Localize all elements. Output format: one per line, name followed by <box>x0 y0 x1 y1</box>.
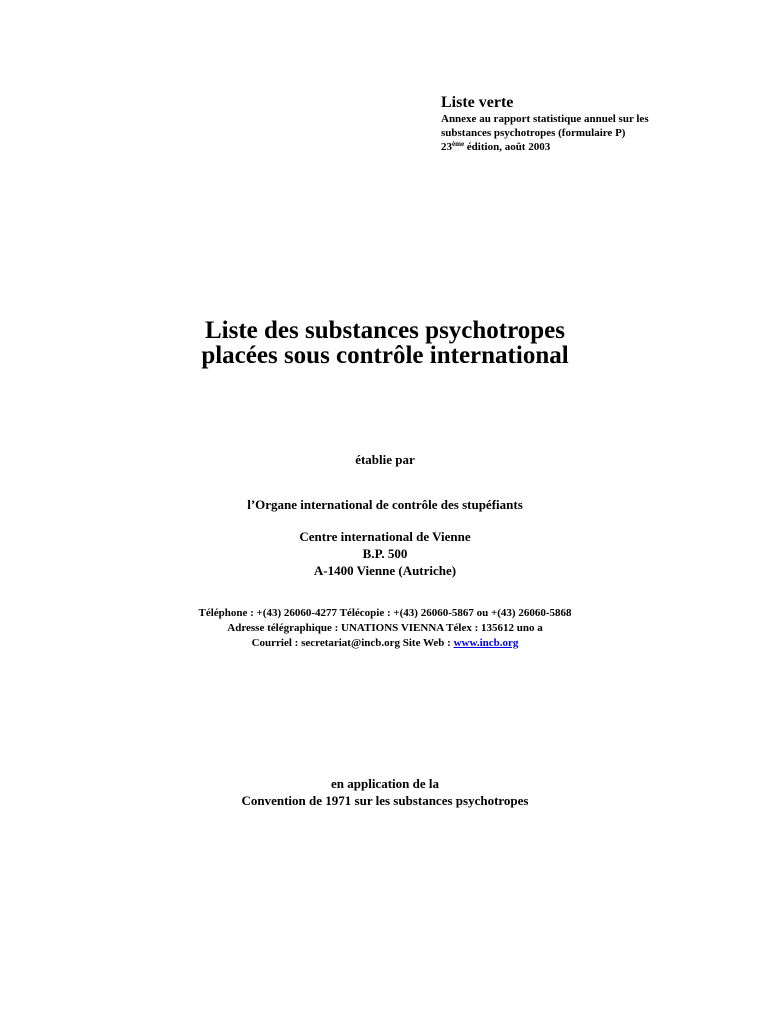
website-link[interactable]: www.incb.org <box>453 637 519 649</box>
header-subtitle-line-1: Annexe au rapport statistique annuel sur les <box>441 113 649 125</box>
email-web-line <box>0 636 770 651</box>
edition-text: édition, août 2003 <box>464 141 551 153</box>
telegraph-telex-line: Adresse télégraphique : UNATIONS VIENNA Télex : 135612 uno a <box>227 622 543 634</box>
address-line-2: B.P. 500 <box>362 546 408 561</box>
contact-block <box>0 606 770 651</box>
convention-block <box>0 775 770 809</box>
address-block <box>0 528 770 579</box>
established-by: établie par <box>355 452 415 467</box>
convention-line-1: en application de la <box>331 776 439 791</box>
main-title-line-2: placées sous contrôle international <box>201 342 569 369</box>
email-text: Courriel : secretariat@incb.org Site Web : <box>251 637 454 649</box>
edition-line <box>441 140 741 154</box>
phone-fax-line: Téléphone : +(43) 26060-4277 Télécopie : +(43) 26060-5867 ou +(43) 26060-5868 <box>198 607 572 619</box>
convention-line-2: Convention de 1971 sur les substances psychotropes <box>241 793 529 808</box>
document-header <box>441 93 741 154</box>
main-title-line-1: Liste des substances psychotropes <box>205 317 565 344</box>
main-title <box>0 318 770 368</box>
edition-number: 23 <box>441 141 452 153</box>
header-subtitle-line-2: substances psychotropes (formulaire P) <box>441 127 626 139</box>
address-line-3: A-1400 Vienne (Autriche) <box>313 563 457 578</box>
organization-name: l’Organe international de contrôle des stupéfiants <box>247 497 523 512</box>
edition-superscript: ème <box>452 140 465 148</box>
header-title: Liste verte <box>441 94 514 111</box>
address-line-1: Centre international de Vienne <box>299 529 471 544</box>
